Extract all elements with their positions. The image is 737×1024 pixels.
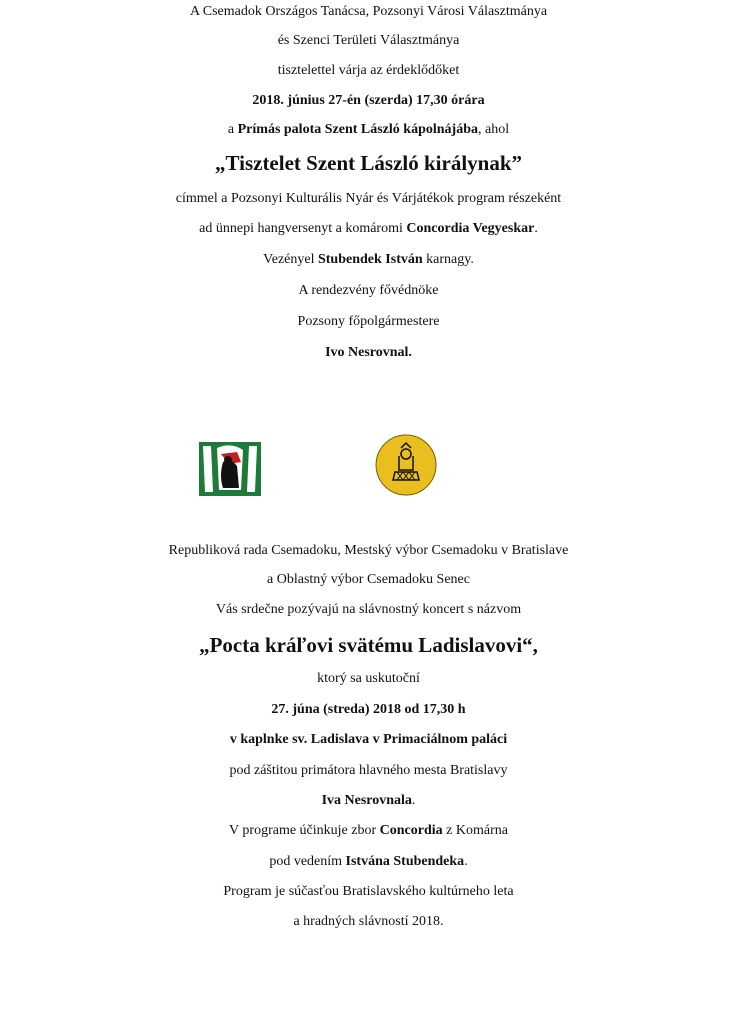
sk-patronage-line: pod záštitou primátora hlavného mesta Bratislavy [229,763,508,778]
hu-choir-post: . [534,221,538,236]
sk-organizers-line: Republiková rada Csemadoku, Mestský výbor Csemadoku v Bratislave [168,543,569,558]
csemadok-logo-icon [197,438,263,498]
sk-date-line [0,701,737,719]
sk-choir: Concordia [379,823,443,838]
sk-organizers-line-2: a Oblastný výbor Csemadoku Senec [267,572,470,587]
hu-invitation-line: tisztelettel várja az érdeklődőket [277,63,460,78]
hu-program-line: címmel a Pozsonyi Kulturális Nyár és Várjátékok program részeként [175,191,562,206]
sk-program-line: Program je súčasťou Bratislavského kultúrneho leta [223,884,514,899]
hu-choir-pre: ad ünnepi hangversenyt a komáromi [199,221,407,236]
gold-emblem-icon [375,434,437,496]
sk-festival-line: a hradných slávností 2018. [293,914,444,929]
sk-patron-line [0,792,737,810]
hu-patron-line: A rendezvény fővédnöke [298,283,439,298]
hu-conductor-pre: Vezényel [263,252,318,267]
sk-venue-line [0,731,737,749]
sk-conductor-pre: pod vedením [269,854,346,869]
sk-takes-place-line: ktorý sa uskutoční [317,671,420,686]
hu-concert-title: „Tisztelet Szent László királynak” [214,151,523,175]
hu-date: 2018. június 27-én (szerda) 17,30 órára [252,93,485,108]
sk-patron-post: . [411,793,416,808]
hu-conductor-post: karnagy. [422,252,474,267]
sk-venue: v kaplnke sv. Ladislava v Primaciálnom paláci [229,732,508,747]
sk-conductor: Istvána Stubendeka [345,854,465,869]
hu-organizers-line-2: és Szenci Területi Választmánya [277,33,460,48]
hu-venue-line [0,121,737,139]
sk-choir-post: z Komárna [442,823,508,838]
sk-conductor-line [0,853,737,871]
sk-date: 27. júna (streda) 2018 od 17,30 h [271,702,466,717]
hu-venue-post: , ahol [477,122,510,137]
hu-patron-name-line [0,344,737,362]
sk-conductor-post: . [464,854,468,869]
hu-patron-name: Ivo Nesrovnal. [325,345,412,360]
sk-choir-pre: V programe účinkuje zbor [229,823,380,838]
hu-venue: Prímás palota Szent László kápolnájába [237,122,478,137]
hu-venue-pre: a [227,122,238,137]
sk-patron: Iva Nesrovnala [321,793,412,808]
hu-date-line [0,92,737,110]
sk-concert-title: „Pocta kráľovi svätému Ladislavovi“, [199,633,538,657]
hu-organizers-line: A Csemadok Országos Tanácsa, Pozsonyi Városi Választmánya [189,4,548,19]
hu-choir: Concordia Vegyeskar [406,221,535,236]
hu-patron-title-line: Pozsony főpolgármestere [297,314,440,329]
sk-choir-line [0,822,737,840]
hu-conductor: Stubendek István [317,252,423,267]
hu-choir-line [0,220,737,238]
sk-invitation-line: Vás srdečne pozývajú na slávnostný koncert s názvom [215,602,522,617]
hu-conductor-line [0,251,737,269]
